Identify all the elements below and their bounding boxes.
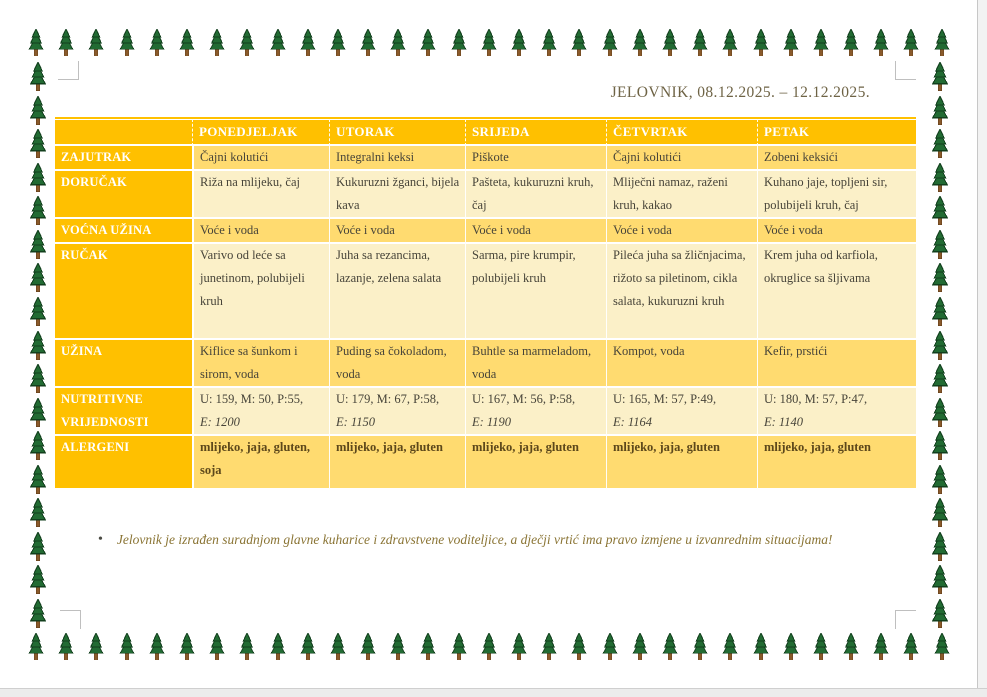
- menu-cell: Voće i voda: [192, 219, 329, 244]
- day-header-2: UTORAK: [329, 119, 465, 146]
- pine-tree-icon: [119, 633, 135, 660]
- table-row: [55, 171, 916, 219]
- pine-tree-icon: [28, 96, 48, 125]
- pine-tree-icon: [632, 633, 648, 660]
- pine-tree-icon: [239, 29, 255, 56]
- pine-tree-icon: [481, 633, 497, 660]
- pine-tree-icon: [541, 29, 557, 56]
- pine-tree-icon: [934, 29, 950, 56]
- nutrition-values: U: 159, M: 50, P:55,: [200, 392, 304, 406]
- pine-tree-icon: [88, 29, 104, 56]
- pine-tree-icon: [149, 29, 165, 56]
- pine-tree-icon: [930, 96, 950, 125]
- row-label: NUTRITIVNE VRIJEDNOSTI: [55, 388, 192, 436]
- pine-tree-icon: [930, 498, 950, 527]
- day-header-5: PETAK: [757, 119, 916, 146]
- pine-tree-icon: [571, 633, 587, 660]
- menu-cell: Piškote: [465, 146, 606, 171]
- crop-mark-bottom-right: [895, 610, 916, 629]
- menu-cell: Voće i voda: [329, 219, 465, 244]
- pine-tree-icon: [934, 633, 950, 660]
- row-label: UŽINA: [55, 340, 192, 388]
- pine-tree-icon: [930, 263, 950, 292]
- pine-tree-icon: [930, 532, 950, 561]
- menu-cell: Juha sa rezancima, lazanje, zelena salata: [329, 244, 465, 340]
- window-bottom-bar: [0, 688, 987, 697]
- menu-cell: Voće i voda: [606, 219, 757, 244]
- menu-cell: Riža na mlijeku, čaj: [192, 171, 329, 219]
- nutrition-values: U: 180, M: 57, P:47,: [764, 392, 868, 406]
- table-row: [55, 388, 916, 436]
- table-row: [55, 244, 916, 340]
- menu-cell: [192, 388, 329, 436]
- menu-cell: Čajni kolutići: [192, 146, 329, 171]
- menu-cell: [606, 388, 757, 436]
- pine-tree-icon: [930, 565, 950, 594]
- menu-cell: Kompot, voda: [606, 340, 757, 388]
- pine-tree-icon: [28, 331, 48, 360]
- menu-cell: Kiflice sa šunkom i sirom, voda: [192, 340, 329, 388]
- energy-value: E: 1190: [472, 415, 511, 429]
- pine-tree-icon: [239, 633, 255, 660]
- pine-tree-icon: [930, 398, 950, 427]
- pine-tree-icon: [420, 29, 436, 56]
- window-right-edge: [977, 0, 987, 697]
- day-header-1: PONEDJELJAK: [192, 119, 329, 146]
- day-header-4: ČETVRTAK: [606, 119, 757, 146]
- tree-border-left: [27, 62, 49, 628]
- menu-cell: Kukuruzni žganci, bijela kava: [329, 171, 465, 219]
- pine-tree-icon: [28, 230, 48, 259]
- pine-tree-icon: [390, 29, 406, 56]
- pine-tree-icon: [722, 29, 738, 56]
- menu-cell: Pileća juha sa žličnjacima, rižoto sa piletinom, cikla salata, kukuruzni kruh: [606, 244, 757, 340]
- table-row: [55, 340, 916, 388]
- row-label: VOĆNA UŽINA: [55, 219, 192, 244]
- pine-tree-icon: [873, 29, 889, 56]
- menu-cell: Voće i voda: [757, 219, 916, 244]
- pine-tree-icon: [330, 633, 346, 660]
- pine-tree-icon: [753, 633, 769, 660]
- pine-tree-icon: [209, 29, 225, 56]
- pine-tree-icon: [300, 29, 316, 56]
- energy-value: E: 1200: [200, 415, 240, 429]
- footer-note: [98, 527, 846, 552]
- pine-tree-icon: [873, 633, 889, 660]
- pine-tree-icon: [300, 633, 316, 660]
- menu-cell: Kefir, prstići: [757, 340, 916, 388]
- crop-mark-top-right: [895, 61, 916, 80]
- menu-cell: Voće i voda: [465, 219, 606, 244]
- pine-tree-icon: [930, 465, 950, 494]
- pine-tree-icon: [28, 29, 44, 56]
- pine-tree-icon: [930, 62, 950, 91]
- pine-tree-icon: [360, 29, 376, 56]
- pine-tree-icon: [28, 431, 48, 460]
- pine-tree-icon: [28, 62, 48, 91]
- pine-tree-icon: [481, 29, 497, 56]
- energy-value: E: 1140: [764, 415, 803, 429]
- pine-tree-icon: [722, 633, 738, 660]
- pine-tree-icon: [270, 633, 286, 660]
- pine-tree-icon: [783, 633, 799, 660]
- pine-tree-icon: [753, 29, 769, 56]
- pine-tree-icon: [930, 331, 950, 360]
- pine-tree-icon: [28, 398, 48, 427]
- pine-tree-icon: [930, 599, 950, 628]
- menu-cell: Sarma, pire krumpir, polubijeli kruh: [465, 244, 606, 340]
- row-label: ZAJUTRAK: [55, 146, 192, 171]
- pine-tree-icon: [602, 633, 618, 660]
- energy-value: E: 1150: [336, 415, 375, 429]
- pine-tree-icon: [930, 297, 950, 326]
- pine-tree-icon: [28, 297, 48, 326]
- pine-tree-icon: [28, 565, 48, 594]
- day-header-3: SRIJEDA: [465, 119, 606, 146]
- pine-tree-icon: [903, 29, 919, 56]
- pine-tree-icon: [28, 599, 48, 628]
- pine-tree-icon: [451, 29, 467, 56]
- menu-cell: Krem juha od karfiola, okruglice sa šljivama: [757, 244, 916, 340]
- pine-tree-icon: [28, 633, 44, 660]
- pine-tree-icon: [58, 29, 74, 56]
- pine-tree-icon: [209, 633, 225, 660]
- menu-cell: mlijeko, jaja, gluten: [757, 436, 916, 490]
- pine-tree-icon: [28, 465, 48, 494]
- table-corner-cell: [55, 119, 192, 146]
- menu-cell: mlijeko, jaja, gluten: [465, 436, 606, 490]
- table-row: [55, 436, 916, 490]
- pine-tree-icon: [270, 29, 286, 56]
- footer-note-text: Jelovnik je izrađen suradnjom glavne kuharice i zdravstvene voditeljice, a dječji vrtić ima pravo izmjene u izvanrednim situacijama!: [116, 532, 833, 547]
- pine-tree-icon: [930, 129, 950, 158]
- header-row: [55, 119, 916, 146]
- pine-tree-icon: [813, 633, 829, 660]
- menu-cell: Integralni keksi: [329, 146, 465, 171]
- table-row: [55, 219, 916, 244]
- pine-tree-icon: [632, 29, 648, 56]
- energy-value: E: 1164: [613, 415, 652, 429]
- menu-table-body: [55, 146, 916, 490]
- pine-tree-icon: [28, 263, 48, 292]
- pine-tree-icon: [28, 129, 48, 158]
- menu-cell: mlijeko, jaja, gluten: [606, 436, 757, 490]
- menu-cell: [757, 388, 916, 436]
- pine-tree-icon: [451, 633, 467, 660]
- pine-tree-icon: [511, 29, 527, 56]
- pine-tree-icon: [511, 633, 527, 660]
- menu-cell: Kuhano jaje, topljeni sir, polubijeli kruh, čaj: [757, 171, 916, 219]
- pine-tree-icon: [58, 633, 74, 660]
- pine-tree-icon: [179, 29, 195, 56]
- menu-cell: [329, 388, 465, 436]
- page-title: JELOVNIK, 08.12.2025. – 12.12.2025.: [610, 84, 870, 101]
- pine-tree-icon: [843, 633, 859, 660]
- row-label: RUČAK: [55, 244, 192, 340]
- pine-tree-icon: [662, 29, 678, 56]
- pine-tree-icon: [903, 633, 919, 660]
- menu-cell: mlijeko, jaja, gluten: [329, 436, 465, 490]
- pine-tree-icon: [28, 196, 48, 225]
- nutrition-values: U: 167, M: 56, P:58,: [472, 392, 576, 406]
- pine-tree-icon: [930, 163, 950, 192]
- pine-tree-icon: [692, 29, 708, 56]
- menu-cell: mlijeko, jaja, gluten, soja: [192, 436, 329, 490]
- nutrition-values: U: 165, M: 57, P:49,: [613, 392, 717, 406]
- tree-border-bottom: [28, 633, 950, 660]
- bullet-icon: •: [98, 532, 103, 547]
- pine-tree-icon: [420, 633, 436, 660]
- menu-table: [55, 117, 916, 490]
- pine-tree-icon: [930, 431, 950, 460]
- pine-tree-icon: [28, 498, 48, 527]
- pine-tree-icon: [149, 633, 165, 660]
- nutrition-values: U: 179, M: 67, P:58,: [336, 392, 440, 406]
- tree-border-right: [929, 62, 951, 628]
- pine-tree-icon: [783, 29, 799, 56]
- pine-tree-icon: [813, 29, 829, 56]
- crop-mark-bottom-left: [60, 610, 81, 629]
- pine-tree-icon: [119, 29, 135, 56]
- pine-tree-icon: [541, 633, 557, 660]
- menu-cell: Buhtle sa marmeladom, voda: [465, 340, 606, 388]
- pine-tree-icon: [930, 364, 950, 393]
- pine-tree-icon: [843, 29, 859, 56]
- menu-cell: Mliječni namaz, raženi kruh, kakao: [606, 171, 757, 219]
- menu-cell: [465, 388, 606, 436]
- row-label: ALERGENI: [55, 436, 192, 490]
- tree-border-top: [28, 29, 950, 56]
- pine-tree-icon: [930, 196, 950, 225]
- menu-cell: Puding sa čokoladom, voda: [329, 340, 465, 388]
- menu-cell: Čajni kolutići: [606, 146, 757, 171]
- table-row: [55, 146, 916, 171]
- pine-tree-icon: [28, 364, 48, 393]
- pine-tree-icon: [692, 633, 708, 660]
- pine-tree-icon: [88, 633, 104, 660]
- pine-tree-icon: [28, 532, 48, 561]
- crop-mark-top-left: [58, 61, 79, 80]
- pine-tree-icon: [662, 633, 678, 660]
- pine-tree-icon: [602, 29, 618, 56]
- pine-tree-icon: [28, 163, 48, 192]
- menu-cell: Zobeni keksići: [757, 146, 916, 171]
- pine-tree-icon: [390, 633, 406, 660]
- pine-tree-icon: [930, 230, 950, 259]
- menu-table-head: [55, 119, 916, 146]
- row-label: DORUČAK: [55, 171, 192, 219]
- pine-tree-icon: [179, 633, 195, 660]
- pine-tree-icon: [330, 29, 346, 56]
- pine-tree-icon: [360, 633, 376, 660]
- menu-cell: Varivo od leće sa junetinom, polubijeli kruh: [192, 244, 329, 340]
- menu-cell: Pašteta, kukuruzni kruh, čaj: [465, 171, 606, 219]
- pine-tree-icon: [571, 29, 587, 56]
